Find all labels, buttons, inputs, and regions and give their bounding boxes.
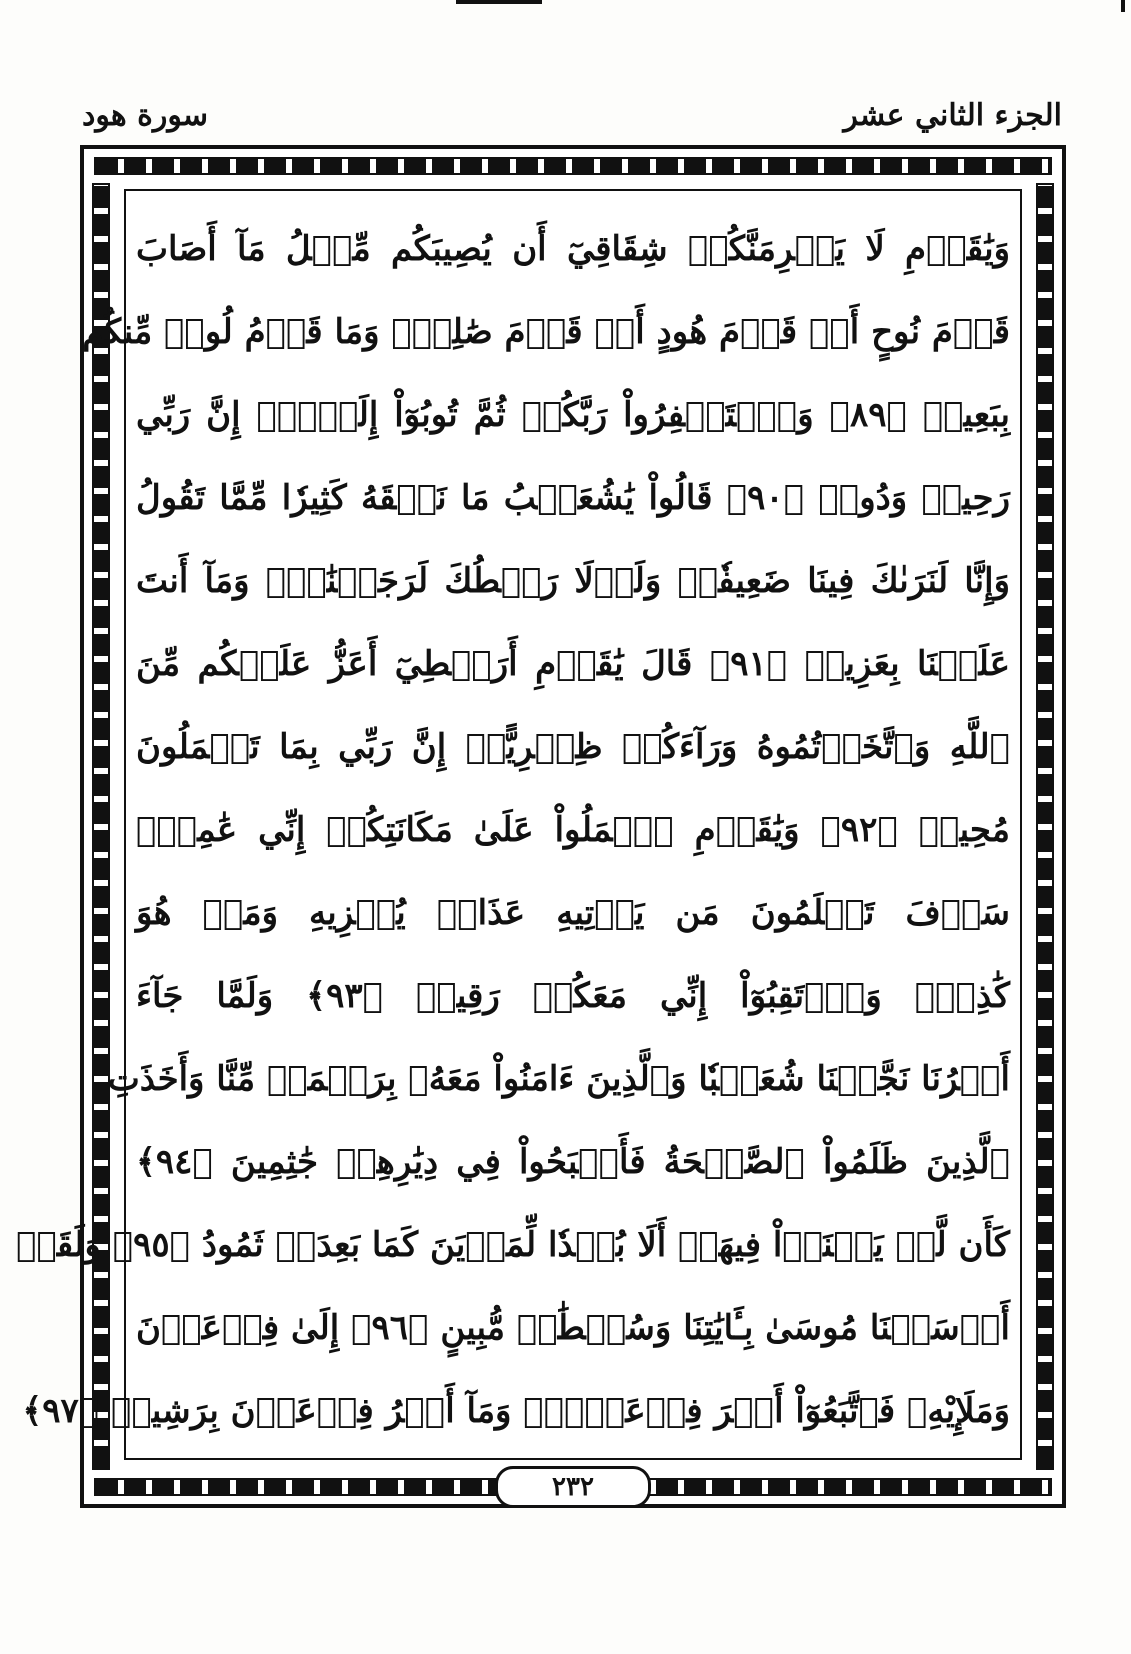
verse-line: بِبَعِيدٖ ﴿٨٩﴾ وَٱسۡتَغۡفِرُواْ رَبَّكُمۡ ثُمَّ تُوبُوٓاْ إِلَيۡهِۚ إِنَّ رَبِّي: [136, 395, 1011, 435]
page-frame: [16, 145, 1066, 1508]
verse-line: عَلَيۡنَا بِعَزِيزٖ ﴿٩١﴾ قَالَ يَٰقَوۡمِ أَرَهۡطِيٓ أَعَزُّ عَلَيۡكُم مِّنَ: [136, 644, 1010, 684]
frame-right-band: [1036, 183, 1054, 1470]
verse-line: ٱلَّذِينَ ظَلَمُواْ ٱلصَّيۡحَةُ فَأَصۡبَحُواْ فِي دِيَٰرِهِمۡ جَٰثِمِينَ ﴿٩٤﴾: [136, 1142, 1010, 1182]
page-number: ٢٣٢: [552, 1472, 594, 1502]
page-header: [82, 92, 1062, 144]
verse-line: ٱللَّهِ وَٱتَّخَذۡتُمُوهُ وَرَآءَكُمۡ ظِهۡرِيًّاۖ إِنَّ رَبِّي بِمَا تَعۡمَلُونَ: [136, 727, 1010, 767]
verse-line: أَمۡرُنَا نَجَّيۡنَا شُعَيۡبٗا وَٱلَّذِينَ ءَامَنُواْ مَعَهُۥ بِرَحۡمَةٖ مِّنَّا وَأَخَذَتِ: [107, 1059, 1010, 1099]
verse-line: مُحِيطٞ ﴿٩٢﴾ وَيَٰقَوۡمِ ٱعۡمَلُواْ عَلَىٰ مَكَانَتِكُمۡ إِنِّي عَٰمِلٞۖ: [136, 810, 1010, 850]
frame-top-band: [94, 157, 1052, 175]
text-panel: [16, 189, 1022, 1460]
verse-line: وَمَلَإِيْهِۦ فَٱتَّبَعُوٓاْ أَمۡرَ فِرۡعَوۡنَۖ وَمَآ أَمۡرُ فِرۡعَوۡنَ بِرَشِيدٖ ﴿٩٧﴾: [22, 1391, 1010, 1431]
verse-line: وَإِنَّا لَنَرَىٰكَ فِينَا ضَعِيفٗاۖ وَلَوۡلَا رَهۡطُكَ لَرَجَمۡنَٰكَۖ وَمَآ أَنتَ: [136, 561, 1010, 601]
surah-title: سورة هود: [82, 98, 208, 133]
juz-title: الجزء الثاني عشر: [843, 98, 1062, 133]
verse-line: كَأَن لَّمۡ يَغۡنَوۡاْ فِيهَآۗ أَلَا بُعۡدٗا لِّمَدۡيَنَ كَمَا بَعِدَتۡ ثَمُودُ ﴿٩٥﴾ وَلَقَدۡ: [16, 1225, 1010, 1265]
page-number-cartouche: [495, 1466, 651, 1508]
top-edge-mark: [456, 0, 542, 4]
verse-lines: [16, 221, 1020, 1458]
verse-line: قَوۡمَ نُوحٍ أَوۡ قَوۡمَ هُودٍ أَوۡ قَوۡمَ صَٰلِحٖۚ وَمَا قَوۡمُ لُوطٖ مِّنكُم: [82, 312, 1010, 352]
verse-line: أَرۡسَلۡنَا مُوسَىٰ بِـَٔايَٰتِنَا وَسُلۡطَٰنٖ مُّبِينٍ ﴿٩٦﴾ إِلَىٰ فِرۡعَوۡنَ: [136, 1308, 1011, 1348]
verse-line: وَيَٰقَوۡمِ لَا يَجۡرِمَنَّكُمۡ شِقَاقِيٓ أَن يُصِيبَكُم مِّثۡلُ مَآ أَصَابَ: [136, 229, 1010, 269]
verse-line: سَوۡفَ تَعۡلَمُونَ مَن يَأۡتِيهِ عَذَابٞ يُخۡزِيهِ وَمَنۡ هُوَ: [136, 893, 1010, 933]
verse-line: رَحِيمٞ وَدُودٞ ﴿٩٠﴾ قَالُواْ يَٰشُعَيۡبُ مَا نَفۡقَهُ كَثِيرٗا مِّمَّا تَقُولُ: [136, 478, 1010, 518]
verse-line: كَٰذِبٞۖ وَٱرۡتَقِبُوٓاْ إِنِّي مَعَكُمۡ رَقِيبٞ ﴿٩٣﴾ وَلَمَّا جَآءَ: [136, 976, 1010, 1016]
corner-mark: [1121, 0, 1125, 12]
frame-left-band: [92, 183, 110, 1470]
